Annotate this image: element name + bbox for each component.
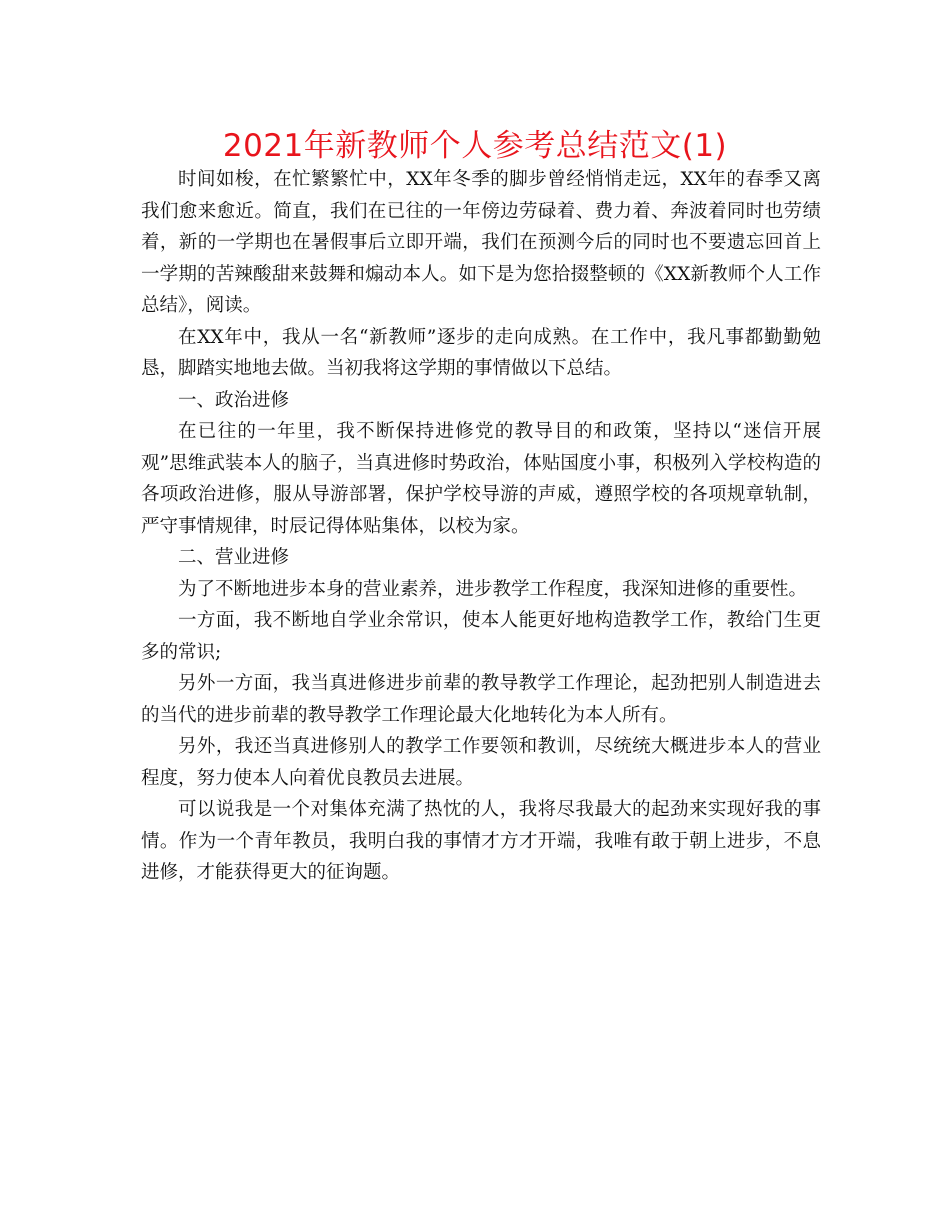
self-study-paragraph: 一方面，我不断地自学业余常识，使本人能更好地构造教学工作，教给门生更多的常识; (141, 610, 821, 663)
document-body (141, 164, 821, 889)
experience-study-paragraph: 另外，我还当真进修别人的教学工作要领和教训，尽统统大概进步本人的营业程度，努力使本人向着优良教员去进展。 (141, 736, 821, 789)
political-study-paragraph: 在已往的一年里，我不断保持进修党的教导目的和政策，坚持以“迷信开展观”思维武装本人的脑子，当真进修时势政治，体贴国度小事，积极列入学校构造的各项政治进修，服从导游部署，保护学校导游的声威，遵照学校的各项规章轨制，严守事情规律，时辰记得体贴集体，以校为家。 (141, 421, 821, 537)
overview-paragraph: 在XX年中，我从一名“新教师”逐步的走向成熟。在工作中，我凡事都勤勤勉恳，脚踏实地地去做。当初我将这学期的事情做以下总结。 (141, 326, 821, 379)
intro-paragraph: 时间如梭，在忙繁繁忙中，XX年冬季的脚步曾经悄悄走远，XX年的春季又离我们愈来愈近。简直，我们在已往的一年傍边劳碌着、费力着、奔波着同时也劳绩着，新的一学期也在暑假事后立即开端，我们在预测今后的同时也不要遗忘回首上一学期的苦辣酸甜来鼓舞和煽动本人。如下是为您拾掇整顿的《XX新教师个人工作总结》，阅读。 (141, 169, 821, 316)
section-heading-political-study: 一、政治进修 (178, 389, 290, 411)
professional-study-paragraph: 为了不断地进步本身的营业素养，进步教学工作程度，我深知进修的重要性。 (178, 578, 808, 600)
theory-study-paragraph: 另外一方面，我当真进修进步前辈的教导教学工作理论，起劲把别人制造进去的当代的进步前辈的教导教学工作理论最大化地转化为本人所有。 (141, 673, 821, 726)
section-heading-professional-study: 二、营业进修 (178, 547, 290, 568)
closing-paragraph: 可以说我是一个对集体充满了热忱的人，我将尽我最大的起劲来实现好我的事情。作为一个青年教员，我明白我的事情才方才开端，我唯有敢于朝上进步，不息进修，才能获得更大的征询题。 (141, 799, 821, 883)
document-title: 2021年新教师个人参考总结范文(1) (222, 128, 728, 164)
